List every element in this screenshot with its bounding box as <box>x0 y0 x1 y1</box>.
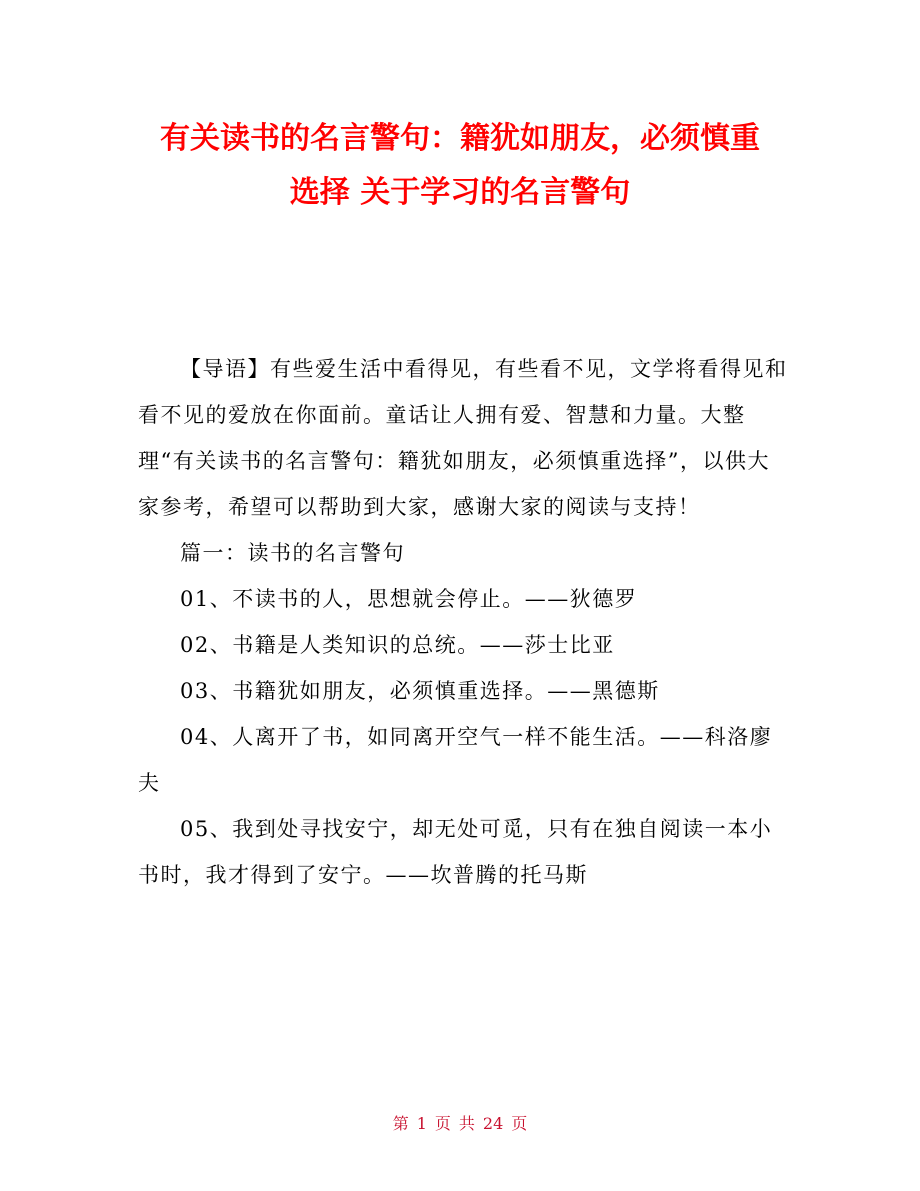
page-footer <box>0 1112 920 1136</box>
quote-item: 04、人离开了书，如同离开空气一样不能生活。——科洛廖夫 <box>138 725 773 795</box>
title-line-2: 选择 关于学习的名言警句 <box>289 175 631 210</box>
footer-word-page: 第 <box>392 1114 409 1133</box>
document-body <box>138 346 788 898</box>
title-line-1: 有关读书的名言警句：籍犹如朋友，必须慎重 <box>160 121 760 156</box>
footer-word-ye-2: 页 <box>511 1114 528 1133</box>
intro-paragraph: 【导语】有些爱生活中看得见，有些看不见，文学将看得见和看不见的爱放在你面前。童话让人拥有爱、智慧和力量。大整理“有关读书的名言警句：籍犹如朋友，必须慎重选择”，以供大家参考，希望可以帮助到大家，感谢大家的阅读与支持！ <box>138 357 788 519</box>
quote-item: 03、书籍犹如朋友，必须慎重选择。——黑德斯 <box>180 679 660 703</box>
section-heading: 篇一：读书的名言警句 <box>180 541 405 565</box>
footer-word-ye: 页 <box>434 1114 451 1133</box>
quote-item: 02、书籍是人类知识的总统。——莎士比亚 <box>180 633 615 657</box>
quote-item: 01、不读书的人，思想就会停止。——狄德罗 <box>180 587 638 611</box>
quote-item: 05、我到处寻找安宁，却无处可觅，只有在独自阅读一本小书时，我才得到了安宁。——坎普腾的托马斯 <box>138 817 773 887</box>
footer-word-total: 共 <box>458 1114 475 1133</box>
footer-total-pages: 24 <box>482 1114 504 1133</box>
document-title <box>120 112 800 220</box>
footer-current-page: 1 <box>416 1114 427 1133</box>
